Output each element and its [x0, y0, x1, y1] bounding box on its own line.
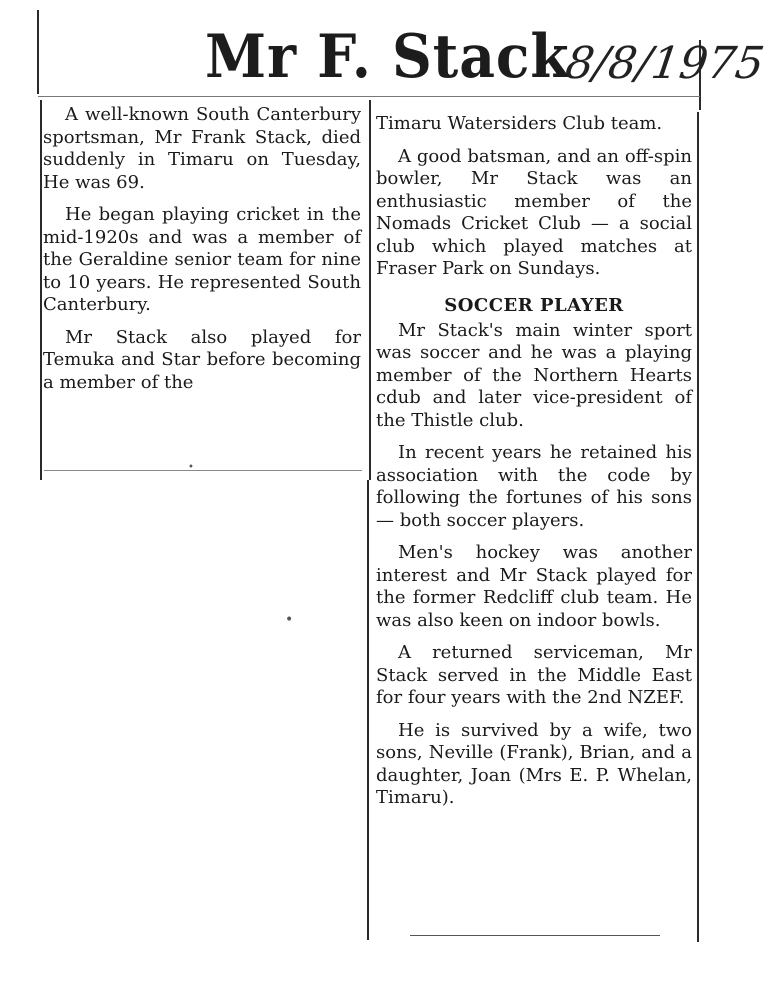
paragraph: He is survived by a wife, two sons, Neville (Frank), Brian, and a daughter, Joan (Mrs E. P. Whelan, Timaru). [376, 719, 692, 808]
article-column-1 [43, 104, 361, 404]
column-divider-rule [369, 100, 371, 480]
print-speck: • [188, 462, 194, 473]
paragraph: Mr Stack's main winter sport was soccer and he was a playing member of the Northern Hearts cdub and later vice-president of the Thistle club. [376, 319, 692, 431]
column-divider-rule-lower [367, 480, 369, 940]
paragraph: Mr Stack also played for Temuka and Star before becoming a member of the [43, 326, 361, 393]
paragraph: A returned serviceman, Mr Stack served in the Middle East for four years with the 2nd NZEF. [376, 642, 692, 708]
subheading: SOCCER PLAYER [444, 294, 624, 316]
paragraph: Timaru Watersiders Club team. [376, 113, 663, 134]
paragraph: He began playing cricket in the mid-1920s and was a member of the Geraldine senior team for nine to 10 years. He represented South Canterbury. [43, 204, 361, 315]
handwritten-date: 8/8/1975 [562, 38, 768, 89]
article-column-2 [376, 113, 692, 820]
paragraph: A good batsman, and an off-spin bowler, Mr Stack was an enthusiastic member of the Nomads Cricket Club — a social club which played matches at Fraser Park on Sundays. [376, 145, 692, 279]
paragraph: In recent years he retained his association with the code by following the fortunes of his sons — both soccer players. [376, 442, 692, 531]
column-bottom-rule [44, 470, 362, 471]
print-speck: • [285, 612, 294, 628]
left-border-rule-lower [40, 100, 42, 480]
headline: Mr F. Stack [205, 22, 570, 92]
paragraph: A well-known South Canterbury sportsman, Mr Frank Stack, died suddenly in Timaru on Tuesday, He was 69. [43, 104, 361, 193]
headline-bottom-rule [38, 96, 700, 97]
left-border-rule [37, 10, 39, 94]
right-border-rule-lower [697, 112, 699, 942]
paragraph: Men's hockey was another interest and Mr Stack played for the former Redcliff club team. He was also keen on indoor bowls. [376, 542, 692, 631]
end-rule [410, 935, 660, 936]
